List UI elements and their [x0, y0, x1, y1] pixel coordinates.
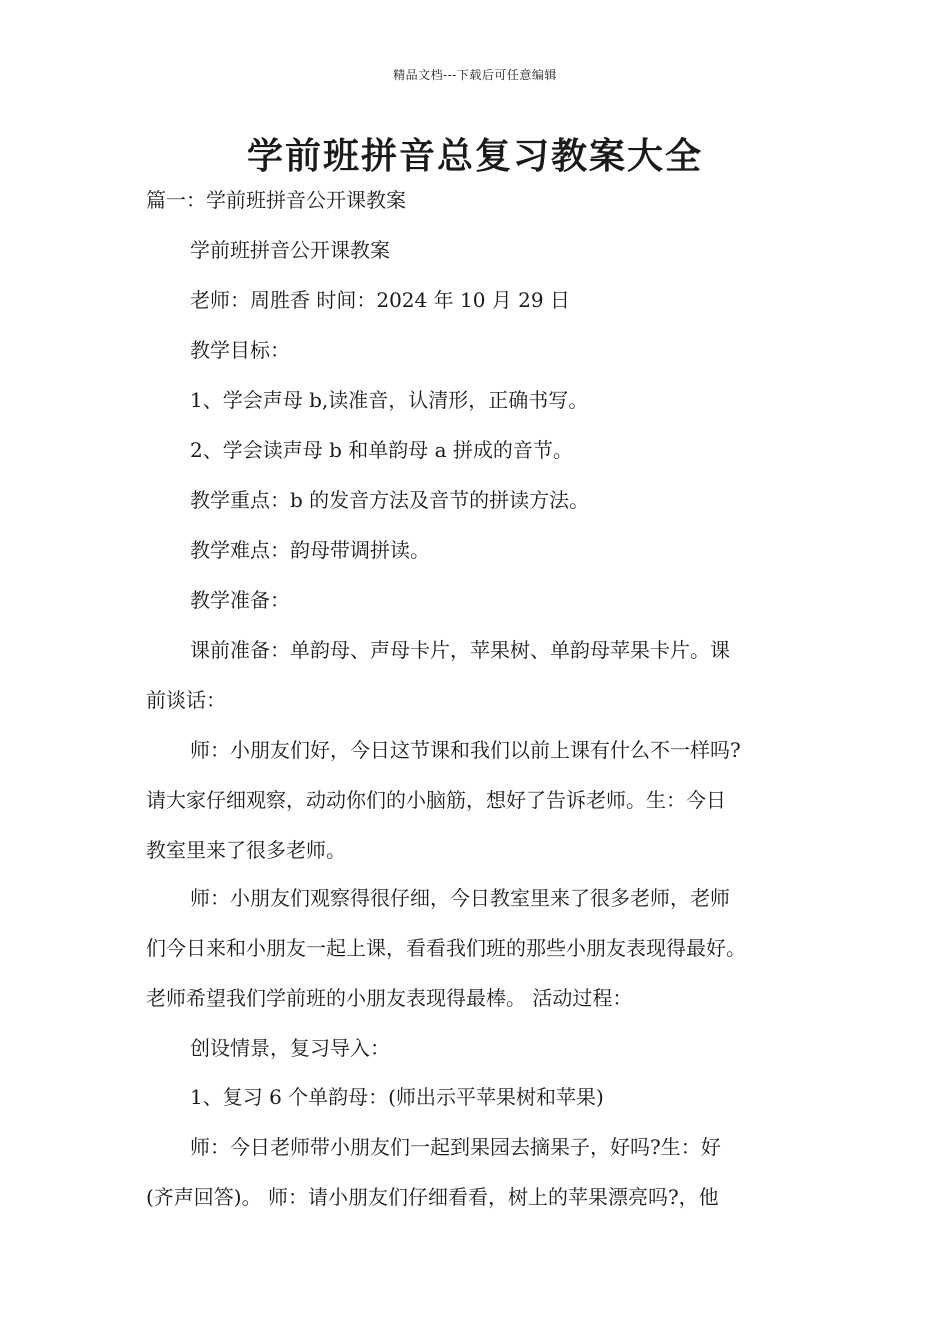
paragraph-line: 学前班拼音公开课教案 — [190, 238, 390, 262]
paragraph-line: 1、复习 6 个单韵母：(师出示平苹果树和苹果) — [190, 1085, 604, 1109]
document-title: 学前班拼音总复习教案大全 — [246, 135, 703, 177]
paragraph-line: 教学难点：韵母带调拼读。 — [190, 538, 430, 562]
paragraph-line: 2、学会读声母 b 和单韵母 a 拼成的音节。 — [190, 438, 573, 462]
paragraph-line: 教学目标： — [190, 338, 290, 362]
paragraph-line: 教学准备： — [190, 588, 290, 612]
paragraph-line: 前谈话： — [146, 688, 226, 712]
header-note: 精品文档---下载后可任意编辑 — [393, 68, 557, 82]
paragraph-line: 创设情景，复习导入： — [190, 1036, 390, 1060]
paragraph-line: 师：小朋友们观察得很仔细，今日教室里来了很多老师，老师 — [190, 886, 730, 910]
paragraph-line: 教室里来了很多老师。 — [146, 838, 346, 862]
section-heading: 篇一：学前班拼音公开课教案 — [146, 188, 406, 212]
paragraph-line: 们今日来和小朋友一起上课，看看我们班的那些小朋友表现得最好。 — [146, 936, 746, 960]
paragraph-line: 1、学会声母 b,读准音，认清形，正确书写。 — [190, 388, 589, 412]
paragraph-line: 师：今日老师带小朋友们一起到果园去摘果子，好吗?生：好 — [190, 1135, 721, 1159]
paragraph-line: 请大家仔细观察，动动你们的小脑筋，想好了告诉老师。生：今日 — [146, 788, 726, 812]
paragraph-line: (齐声回答)。 师：请小朋友们仔细看看，树上的苹果漂亮吗?，他 — [146, 1185, 719, 1209]
paragraph-line: 老师：周胜香 时间：2024 年 10 月 29 日 — [190, 288, 570, 312]
paragraph-line: 师：小朋友们好，今日这节课和我们以前上课有什么不一样吗? — [190, 738, 741, 762]
paragraph-line: 老师希望我们学前班的小朋友表现得最棒。 活动过程： — [146, 986, 633, 1010]
paragraph-line: 课前准备：单韵母、声母卡片，苹果树、单韵母苹果卡片。课 — [190, 638, 730, 662]
paragraph-line: 教学重点：b 的发音方法及音节的拼读方法。 — [190, 488, 590, 512]
